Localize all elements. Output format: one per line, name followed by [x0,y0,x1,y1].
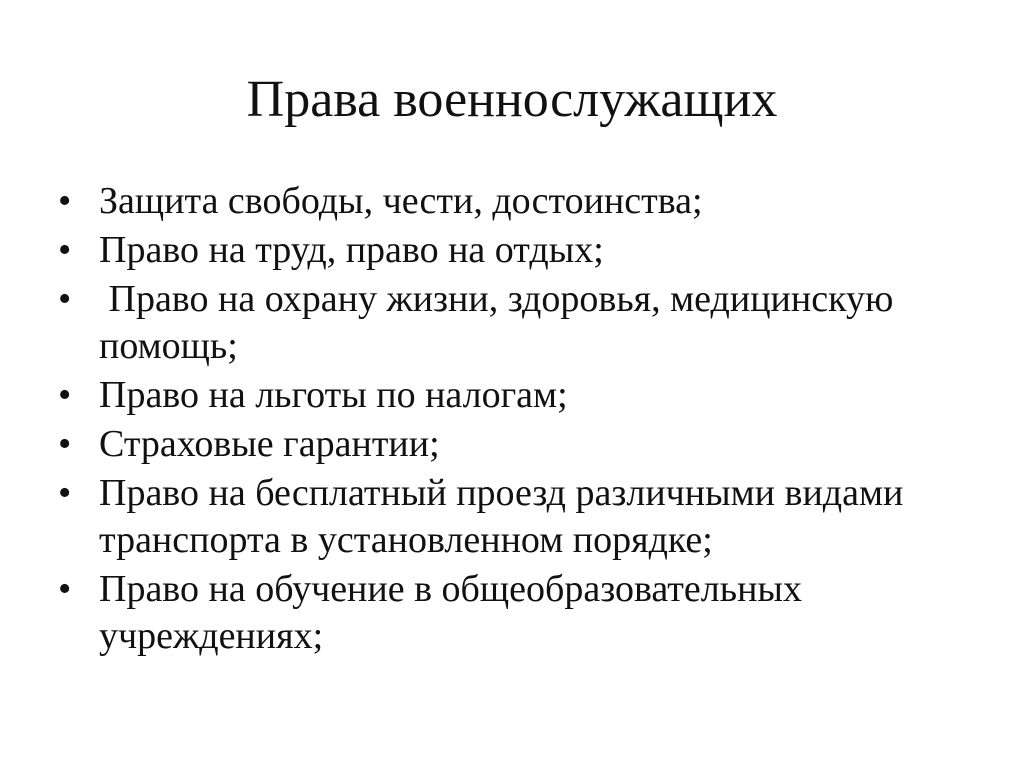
bullet-icon: • [58,180,72,222]
list-item-text: Защита свободы, чести, достоинства; [99,180,703,222]
list-item-text: Право на обучение в общеобразовательных учреждениях; [99,568,812,657]
bullet-icon: • [58,278,72,320]
list-item-text: Право на труд, право на отдых; [99,229,604,271]
list-item-text: Право на охрану жизни, здоровья, медицинскую помощь; [99,278,903,367]
list-item [58,470,978,564]
bullet-icon: • [58,472,72,514]
bullet-icon: • [58,423,72,465]
bullet-icon: • [58,229,72,271]
bullet-icon: • [58,374,72,416]
bullet-list [58,178,978,662]
list-item [58,372,978,419]
list-item-text: Право на бесплатный проезд различными видами транспорта в установленном порядке; [99,472,913,561]
list-item [58,566,978,660]
list-item [58,178,978,225]
list-item-text: Страховые гарантии; [99,423,440,465]
list-item [58,227,978,274]
list-item [58,421,978,468]
slide-title: Права военнослужащих [246,71,778,128]
list-item-text: Право на льготы по налогам; [99,374,568,416]
list-item [58,276,978,370]
bullet-icon: • [58,568,72,610]
